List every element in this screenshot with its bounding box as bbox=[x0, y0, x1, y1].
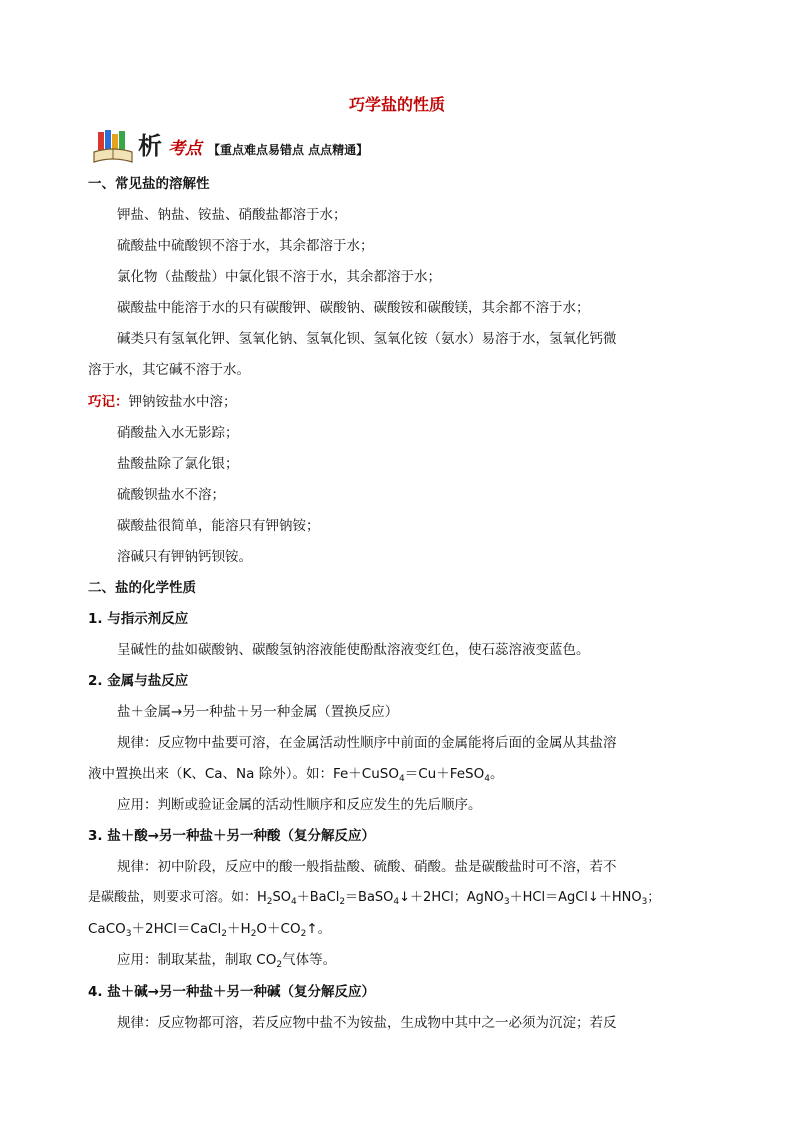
text-run: 液中置换出来（K、Ca、Na 除外）。如：Fe＋CuSO bbox=[88, 766, 399, 782]
paragraph-line bbox=[88, 764, 503, 789]
subscript: 3 bbox=[125, 929, 132, 939]
mnemonic-line: 盐酸盐除了氯化银； bbox=[117, 456, 239, 472]
paragraph-line: 规律：反应物中盐要可溶，在金属活动性顺序中前面的金属能将后面的金属从其盐溶 bbox=[117, 735, 617, 751]
subsection-heading: 2. 金属与盐反应 bbox=[88, 673, 189, 689]
subscript: 2 bbox=[266, 897, 273, 907]
section-heading: 一、常见盐的溶解性 bbox=[88, 176, 210, 192]
books-icon bbox=[92, 128, 134, 164]
subsection-heading: 4. 盐＋碱→另一种盐＋另一种碱（复分解反应） bbox=[88, 984, 376, 1000]
text-run: ＋BaCl bbox=[296, 890, 340, 905]
mnemonic-line: 溶碱只有钾钠钙钡铵。 bbox=[117, 549, 252, 565]
paragraph-line: 规律：反应物都可溶，若反应物中盐不为铵盐，生成物中其中之一必须为沉淀；若反 bbox=[117, 1015, 617, 1031]
mnemonic-text: 钾钠铵盐水中溶； bbox=[128, 394, 237, 410]
text-run: ＋2HCl＝CaCl bbox=[131, 921, 222, 937]
subscript: 4 bbox=[291, 897, 297, 907]
paragraph-line: 钾盐、钠盐、铵盐、硝酸盐都溶于水； bbox=[117, 207, 347, 223]
paragraph-line: 规律：初中阶段，反应中的酸一般指盐酸、硫酸、硝酸。盐是碳酸盐时可不溶，若不 bbox=[117, 859, 617, 875]
paragraph-line: 溶于水，其它碱不溶于水。 bbox=[88, 362, 250, 378]
subscript: 2 bbox=[276, 960, 283, 970]
mnemonic-line: 硫酸钡盐水不溶； bbox=[117, 487, 225, 503]
text-run: ； bbox=[647, 890, 661, 905]
text-run: 气体等。 bbox=[282, 952, 337, 968]
subscript: 2 bbox=[221, 929, 228, 939]
subsection-heading: 1. 与指示剂反应 bbox=[88, 611, 189, 627]
text-run: ＋HCl＝AgCl↓＋HNO bbox=[509, 890, 642, 905]
text-run: 。 bbox=[489, 766, 504, 782]
paragraph-line bbox=[117, 950, 336, 975]
banner-kaodian: 考点 bbox=[168, 139, 202, 159]
paragraph-line: 氯化物（盐酸盐）中氯化银不溶于水，其余都溶于水； bbox=[117, 269, 441, 285]
paragraph-line: 应用：判断或验证金属的活动性顺序和反应发生的先后顺序。 bbox=[117, 797, 482, 813]
text-run: 是碳酸盐，则要求可溶。如：H bbox=[88, 890, 267, 905]
paragraph-line: 呈碱性的盐如碳酸钠、碳酸氢钠溶液能使酚酞溶液变红色，使石蕊溶液变蓝色。 bbox=[117, 642, 590, 658]
subscript: 4 bbox=[393, 897, 400, 907]
subscript: 2 bbox=[250, 929, 257, 939]
paragraph-line: 碳酸盐中能溶于水的只有碳酸钾、碳酸钠、碳酸铵和碳酸镁，其余都不溶于水； bbox=[117, 300, 590, 316]
subscript: 2 bbox=[300, 929, 307, 939]
paragraph-line: 碱类只有氢氧化钾、氢氧化钠、氢氧化钡、氢氧化铵（氨水）易溶于水，氢氧化钙微 bbox=[117, 331, 617, 347]
mnemonic-line bbox=[88, 392, 237, 412]
subsection-heading: 3. 盐＋酸→另一种盐＋另一种酸（复分解反应） bbox=[88, 828, 376, 844]
banner-big-char: 析 bbox=[138, 132, 162, 160]
page-title: 巧学盐的性质 bbox=[348, 95, 445, 114]
banner-subtitle: 【重点难点易错点 点点精通】 bbox=[208, 143, 369, 157]
text-run: ＝Cu＋FeSO bbox=[404, 766, 485, 782]
subscript: 2 bbox=[339, 897, 346, 907]
section-banner bbox=[92, 124, 368, 164]
text-run: ↓＋2HCl；AgNO bbox=[399, 890, 504, 905]
text-run: O＋CO bbox=[256, 921, 301, 937]
subscript: 3 bbox=[503, 897, 510, 907]
text-run: ＋H bbox=[227, 921, 251, 937]
equation-line: 盐＋金属→另一种盐＋另一种金属（置换反应） bbox=[117, 704, 399, 720]
paragraph-line: 硫酸盐中硫酸钡不溶于水，其余都溶于水； bbox=[117, 238, 374, 254]
subscript: 4 bbox=[398, 774, 405, 784]
subscript: 3 bbox=[641, 897, 648, 907]
paragraph-line bbox=[88, 919, 331, 944]
mnemonic-line: 碳酸盐很简单，能溶只有钾钠铵； bbox=[117, 518, 320, 534]
text-run: SO bbox=[272, 890, 291, 905]
mnemonic-line: 硝酸盐入水无影踪； bbox=[117, 425, 239, 441]
text-run: ＝BaSO bbox=[345, 890, 394, 905]
mnemonic-label: 巧记： bbox=[88, 394, 129, 410]
section-heading: 二、盐的化学性质 bbox=[88, 580, 196, 596]
subscript: 4 bbox=[484, 774, 490, 784]
text-run: CaCO bbox=[88, 921, 126, 937]
text-run: 应用：制取某盐，制取 CO bbox=[117, 952, 277, 968]
text-run: ↑。 bbox=[306, 921, 332, 937]
paragraph-line bbox=[88, 888, 660, 912]
